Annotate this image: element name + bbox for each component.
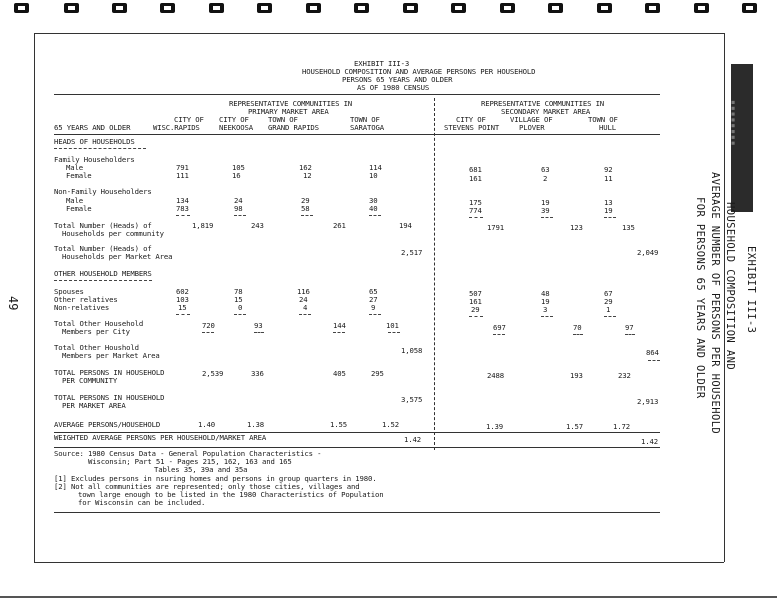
cell: 78 (234, 287, 243, 296)
cell: 103 (176, 295, 189, 304)
side-exhibit-number: EXHIBIT III-3 (745, 246, 757, 334)
cell: 336 (251, 369, 264, 378)
side-title-line1: HOUSEHOLD COMPOSITION AND (724, 202, 736, 371)
cell: 405 (333, 369, 346, 378)
cell: 1.57 (566, 422, 583, 431)
subtotal-rule (369, 314, 381, 315)
cell: 2 (543, 174, 548, 183)
cell: 0 (238, 303, 243, 312)
col-grand-rapids-line1: TOWN OF (268, 115, 298, 124)
subtotal-rule (369, 215, 381, 216)
cell: 29 (301, 196, 310, 205)
cell: 1791 (487, 223, 504, 232)
column-header-rule (54, 134, 660, 135)
cell: 93 (254, 321, 263, 330)
subtotal-rule (234, 215, 246, 216)
subtotal-rule (604, 217, 616, 218)
punch-hole (451, 3, 466, 13)
section-underline (54, 148, 146, 149)
cell: 2,049 (637, 248, 659, 257)
cell: 12 (303, 171, 312, 180)
source-line: Wisconsin; Part 51 - Pages 215, 162, 163 and 165 (88, 457, 292, 466)
cell: 2,539 (202, 369, 224, 378)
row-label-other-relatives: Other relatives (54, 295, 118, 304)
cell: 30 (369, 196, 378, 205)
cell: 19 (541, 297, 550, 306)
cell: 2488 (487, 371, 504, 380)
cell: 65 (369, 287, 378, 296)
cell: 135 (622, 223, 635, 232)
cell: 3 (543, 305, 548, 314)
cell: 1.42 (641, 437, 658, 446)
footnote: for Wisconsin can be included. (78, 498, 206, 507)
cell: 243 (251, 221, 264, 230)
cell: 864 (646, 348, 659, 357)
section-heading-others: OTHER HOUSEHOLD MEMBERS (54, 269, 152, 278)
cell: 720 (202, 321, 215, 330)
cell: 58 (301, 204, 310, 213)
row-label-total-persons-ma: TOTAL PERSONS IN HOUSEHOLD (54, 393, 165, 402)
exhibit-date: AS OF 1980 CENSUS (357, 83, 430, 92)
punch-hole (14, 3, 29, 13)
subtotal-rule (625, 334, 635, 335)
row-label-total-heads-2: Households per community (62, 229, 164, 238)
row-label-nonfamily: Non-Family Householders (54, 187, 152, 196)
cell: 1.52 (382, 420, 399, 429)
cell: 791 (176, 163, 189, 172)
row-label-female: Female (66, 204, 92, 213)
cell: 24 (234, 196, 243, 205)
row-label-female: Female (66, 171, 92, 180)
frame-top (34, 33, 724, 34)
cell: 4 (303, 303, 308, 312)
cell: 70 (573, 323, 582, 332)
cell: 1.40 (198, 420, 215, 429)
cell: 194 (399, 221, 412, 230)
punch-hole (306, 3, 321, 13)
row-label-total-heads-ma-2: Households per Market Area (62, 252, 173, 261)
cell: 144 (333, 321, 346, 330)
cell: 507 (469, 289, 482, 298)
market-divider (434, 98, 435, 450)
row-header-label: 65 YEARS AND OLDER (54, 123, 131, 132)
row-label-total-heads: Total Number (Heads) of (54, 221, 152, 230)
row-label-total-other-ma-2: Members per Market Area (62, 351, 160, 360)
col-plover-line1: VILLAGE OF (510, 115, 553, 124)
punch-hole (160, 3, 175, 13)
col-wisc-rapids-line1: CITY OF (174, 115, 204, 124)
col-hull-line2: HULL (599, 123, 616, 132)
subtotal-rule (176, 215, 190, 216)
cell: 24 (299, 295, 308, 304)
weighted-rule-bottom (54, 447, 660, 448)
row-label-total-persons-ma-2: PER MARKET AREA (62, 401, 126, 410)
cell: 67 (604, 289, 613, 298)
cell: 15 (178, 303, 187, 312)
punch-hole (354, 3, 369, 13)
cell: 1.38 (247, 420, 264, 429)
punch-hole (597, 3, 612, 13)
punch-hole (742, 3, 757, 13)
cell: 783 (176, 204, 189, 213)
cell: 1 (606, 305, 611, 314)
cell: 11 (604, 174, 613, 183)
row-label-family: Family Householders (54, 155, 135, 164)
cell: 3,575 (401, 395, 423, 404)
subtotal-rule (254, 332, 264, 333)
cell: 92 (604, 165, 613, 174)
col-neekoosa-line1: CITY OF (219, 115, 249, 124)
side-title-line2: AVERAGE NUMBER OF PERSONS PER HOUSEHOLD (709, 172, 721, 435)
source-line: Source: 1980 Census Data - General Population Characteristics - (54, 449, 322, 458)
cell: 162 (299, 163, 312, 172)
cell: 97 (625, 323, 634, 332)
cell: 13 (604, 198, 613, 207)
subtotal-rule (301, 215, 313, 216)
cell: 114 (369, 163, 382, 172)
punch-hole (645, 3, 660, 13)
cell: 161 (469, 297, 482, 306)
col-saratoga-line1: TOWN OF (350, 115, 380, 124)
punch-hole (209, 3, 224, 13)
cell: 602 (176, 287, 189, 296)
col-stevens-point-line2: STEVENS POINT (444, 123, 500, 132)
cell: 10 (369, 171, 378, 180)
cell: 105 (232, 163, 245, 172)
row-label-male: Male (66, 163, 83, 172)
side-title-line3: FOR PERSONS 65 YEARS AND OLDER (694, 197, 706, 399)
punch-hole (694, 3, 709, 13)
subtotal-rule (176, 314, 190, 315)
punch-hole (403, 3, 418, 13)
cell: 123 (570, 223, 583, 232)
cell: 40 (369, 204, 378, 213)
cell: 175 (469, 198, 482, 207)
exhibit-title: HOUSEHOLD COMPOSITION AND AVERAGE PERSONS PER HOUSEHOLD (302, 67, 536, 76)
subtotal-rule (333, 332, 345, 333)
cell: 295 (371, 369, 384, 378)
row-label-spouses: Spouses (54, 287, 84, 296)
frame-left (34, 33, 35, 562)
cell: 1,819 (192, 221, 214, 230)
col-saratoga-line2: SARATOGA (350, 123, 384, 132)
punch-hole (112, 3, 127, 13)
cell: 1.39 (486, 422, 503, 431)
cell: 161 (469, 174, 482, 183)
row-label-total-other-2: Members per City (62, 327, 130, 336)
col-stevens-point-line1: CITY OF (456, 115, 486, 124)
cell: 19 (604, 206, 613, 215)
row-label-average: AVERAGE PERSONS/HOUSEHOLD (54, 420, 161, 429)
row-label-total-other-ma: Total Other Houshold (54, 343, 139, 352)
cell: 29 (604, 297, 613, 306)
primary-group-line1: REPRESENTATIVE COMMUNITIES IN (229, 99, 353, 108)
exhibit-subtitle: PERSONS 65 YEARS AND OLDER (342, 75, 453, 84)
punch-hole (257, 3, 272, 13)
cell: 134 (176, 196, 189, 205)
cell: 48 (541, 289, 550, 298)
primary-group-line2: PRIMARY MARKET AREA (248, 107, 329, 116)
row-label-total-heads-ma: Total Number (Heads) of (54, 244, 152, 253)
cell: 16 (232, 171, 241, 180)
subtotal-rule (541, 217, 553, 218)
subtotal-rule (648, 360, 660, 361)
punch-hole (64, 3, 79, 13)
cell: 2,913 (637, 397, 659, 406)
cell: 1.42 (404, 435, 421, 444)
row-label-total-persons-2: PER COMMUNITY (62, 376, 118, 385)
cell: 1.72 (613, 422, 630, 431)
col-neekoosa-line2: NEEKOOSA (219, 123, 253, 132)
subtotal-rule (299, 314, 311, 315)
source-line: Tables 35, 39a and 35a (154, 465, 248, 474)
cell: 261 (333, 221, 346, 230)
exhibit-number: EXHIBIT III-3 (354, 59, 410, 68)
cell: 27 (369, 295, 378, 304)
cell: 39 (541, 206, 550, 215)
cell: 1,058 (401, 346, 423, 355)
frame-bottom (34, 562, 724, 563)
punch-hole (548, 3, 563, 13)
cell: 116 (297, 287, 310, 296)
cell: 1.55 (330, 420, 347, 429)
subtotal-rule (388, 332, 400, 333)
section-underline (54, 280, 152, 281)
cell: 101 (386, 321, 399, 330)
section-heading-heads: HEADS OF HOUSEHOLDS (54, 137, 135, 146)
cell: 697 (493, 323, 506, 332)
footnote: [1] Excludes persons in nsuring homes and persons in group quarters in 1980. (54, 474, 377, 483)
cell: 15 (234, 295, 243, 304)
row-label-non-relatives: Non-relatives (54, 303, 110, 312)
cell: 19 (541, 198, 550, 207)
header-rule (54, 94, 660, 95)
cell: 232 (618, 371, 631, 380)
subtotal-rule (604, 316, 616, 317)
subtotal-rule (202, 332, 214, 333)
row-label-weighted: WEIGHTED AVERAGE PERSONS PER HOUSEHOLD/MARKET AREA (54, 433, 267, 442)
cell: 193 (570, 371, 583, 380)
cell: 29 (471, 305, 480, 314)
footnote: [2] Not all communities are represented; only those cities, villages and (54, 482, 360, 491)
col-grand-rapids-line2: GRAND RAPIDS (268, 123, 319, 132)
footer-rule (54, 512, 660, 513)
col-plover-line2: PLOVER (519, 123, 545, 132)
secondary-group-line1: REPRESENTATIVE COMMUNITIES IN (481, 99, 605, 108)
cell: 774 (469, 206, 482, 215)
cell: 2,517 (401, 248, 423, 257)
col-hull-line1: TOWN OF (588, 115, 618, 124)
punch-hole (500, 3, 515, 13)
subtotal-rule (469, 217, 483, 218)
page-number: 49 (6, 296, 20, 311)
subtotal-rule (493, 334, 505, 335)
cell: 98 (234, 204, 243, 213)
subtotal-rule (541, 316, 553, 317)
row-label-total-persons: TOTAL PERSONS IN HOUSEHOLD (54, 368, 165, 377)
subtotal-rule (573, 334, 583, 335)
footnote: town large enough to be listed in the 1980 Characteristics of Population (78, 490, 384, 499)
scan-edge (0, 596, 777, 598)
subtotal-rule (234, 314, 246, 315)
cell: 111 (176, 171, 189, 180)
cell: 681 (469, 165, 482, 174)
cell: 9 (371, 303, 376, 312)
col-wisc-rapids-line2: WISC.RAPIDS (153, 123, 200, 132)
cell: 63 (541, 165, 550, 174)
row-label-total-other: Total Other Household (54, 319, 144, 328)
subtotal-rule (469, 316, 483, 317)
section-tab-label: ▪▪▪▪▪▪▪▪ (729, 100, 738, 147)
secondary-group-line2: SECONDARY MARKET AREA (501, 107, 591, 116)
row-label-male: Male (66, 196, 83, 205)
